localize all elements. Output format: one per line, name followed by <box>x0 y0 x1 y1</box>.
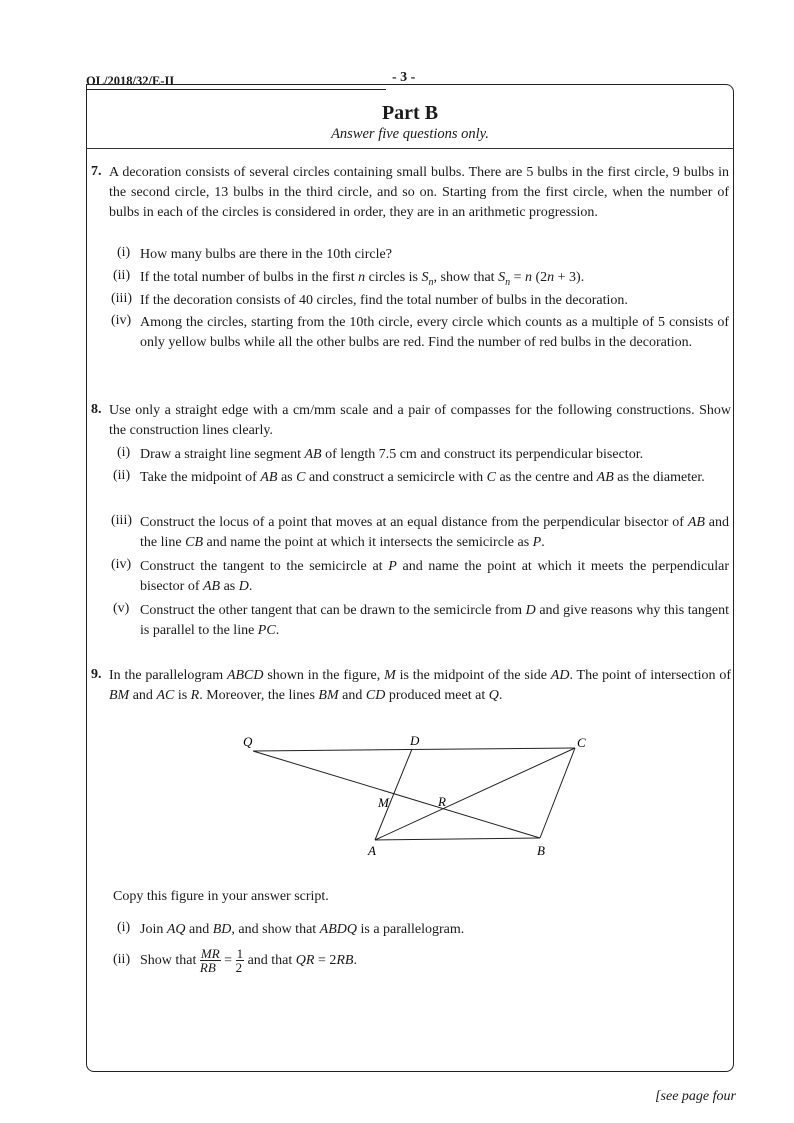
q7-number: 7. <box>91 164 102 179</box>
label-A: A <box>368 843 376 858</box>
q9-copy-instruction: Copy this figure in your answer script. <box>113 889 329 904</box>
q8-part-i: Draw a straight line segment AB of length 7.5 cm and construct its perpendicular bisector. <box>140 447 644 462</box>
fraction-numerator: 1 <box>236 946 244 962</box>
math-variable: R <box>190 688 200 703</box>
math-variable: CB <box>185 535 203 550</box>
math-variable: AQ <box>166 922 186 937</box>
math-variable: P <box>388 559 397 574</box>
math-subscript: n <box>428 276 434 288</box>
q7-part-label: (iii) <box>111 291 132 306</box>
q8-part-label: (iv) <box>111 557 132 572</box>
q8-part-v: Construct the other tangent that can be drawn to the semicircle from D and give reasons why this tangent is parallel to the line PC. <box>140 603 729 638</box>
math-variable: n <box>547 270 555 285</box>
math-variable: CD <box>365 688 386 703</box>
label-R: R <box>438 794 446 809</box>
q9-part-i: Join AQ and BD, and show that ABDQ is a parallelogram. <box>140 922 465 937</box>
q7-part-iii: If the decoration consists of 40 circles, find the total number of bulbs in the decoration. <box>140 293 628 308</box>
page-number: - 3 - <box>392 70 416 85</box>
math-variable: QR <box>295 953 315 968</box>
math-variable: AB <box>304 447 322 462</box>
q9-part-label: (ii) <box>113 952 131 967</box>
label-C: C <box>577 735 586 750</box>
math-variable: AC <box>156 688 175 703</box>
half-fraction <box>236 947 245 974</box>
q8-part-label: (iii) <box>111 513 132 528</box>
q8-part-label: (i) <box>117 445 131 460</box>
paper-code: OL/2018/32/E-II <box>86 74 175 88</box>
q7-part-label: (ii) <box>113 268 131 283</box>
ratio-fraction <box>200 947 221 974</box>
q8-part-label: (ii) <box>113 468 131 483</box>
q7-part-i: How many bulbs are there in the 10th circle? <box>140 247 392 262</box>
line-AB <box>375 838 540 840</box>
q8-number: 8. <box>91 402 102 417</box>
q8-part-label: (v) <box>113 601 130 616</box>
q8-part-iv: Construct the tangent to the semicircle at P and name the point at which it meets the perpendicular bisector of AB as D. <box>140 559 729 594</box>
math-variable: RB <box>336 953 354 968</box>
math-variable: AB <box>260 470 278 485</box>
math-variable: PC <box>257 623 276 638</box>
q9-stem: In the parallelogram ABCD shown in the figure, M is the midpoint of the side AD. The point of intersection of BM and AC is R. Moreover, the lines BM and CD produced meet at Q. <box>109 668 731 703</box>
fraction-denominator: RB <box>199 960 216 976</box>
math-variable: C <box>296 470 306 485</box>
q7-part-iv: Among the circles, starting from the 10th circle, every circle which counts as a multiple of 5 consists of only yellow bulbs while all the other bulbs are red. Find the number of red bulbs in the decoration. <box>140 315 729 350</box>
math-variable: Q <box>488 688 499 703</box>
math-variable: AD <box>550 668 570 683</box>
math-variable: BD <box>212 922 232 937</box>
q9-part-ii <box>140 944 729 978</box>
math-subscript: n <box>505 276 511 288</box>
q7-part-ii: If the total number of bulbs in the first n circles is $S_n$, show that $S_n = n$ (2n + 3). <box>140 270 585 288</box>
q7-stem: A decoration consists of several circles containing small bulbs. There are 5 bulbs in the first circle, 9 bulbs in the second circle, 13 bulbs in the third circle, and so on. Starting from the first circle, when the number of bulbs in each of the circles is considered in order, they are in an arithmetic progression. <box>109 165 729 220</box>
math-variable: AB <box>596 470 614 485</box>
math-variable: C <box>486 470 496 485</box>
math-variable: n <box>524 270 532 285</box>
fraction-numerator: MR <box>200 946 220 962</box>
math-variable: BM <box>109 688 130 703</box>
line-QB <box>253 751 540 838</box>
part-title: Part B <box>381 102 439 124</box>
q7-part-label: (iv) <box>111 313 132 328</box>
math-variable: ABCD <box>226 668 264 683</box>
label-D: D <box>410 733 420 748</box>
math-variable: AB <box>687 515 705 530</box>
math-variable: M <box>384 668 396 683</box>
math-variable: BM <box>318 688 339 703</box>
q9-number: 9. <box>91 667 102 682</box>
q7-part-label: (i) <box>117 245 131 260</box>
math-variable: D <box>525 603 536 618</box>
line-QC <box>253 748 575 751</box>
math-variable: S <box>421 270 429 285</box>
label-Q: Q <box>243 734 253 749</box>
math-variable: AB <box>202 579 221 594</box>
label-M: M <box>378 795 389 810</box>
q8-part-iii: Construct the locus of a point that moves at an equal distance from the perpendicular bisector of AB and the line CB and name the point at which it intersects the semicircle as P. <box>140 515 730 550</box>
q8-part-ii: Take the midpoint of AB as C and construct a semicircle with C as the centre and AB as the diameter. <box>140 470 705 485</box>
q9-part-label: (i) <box>117 920 131 935</box>
q9-part-ii-pre: Show that <box>140 953 197 968</box>
q9-part-ii-post: and that QR = 2RB. <box>247 953 357 968</box>
math-variable: P <box>532 535 542 550</box>
label-B: B <box>537 843 545 858</box>
math-variable: ABDQ <box>319 922 357 937</box>
q8-stem: Use only a straight edge with a cm/mm scale and a pair of compasses for the following constructions. Show the construction lines clearly. <box>109 403 731 438</box>
equals-sign: = <box>224 953 233 968</box>
instruction: Answer five questions only. <box>331 126 489 142</box>
math-variable: D <box>238 579 249 594</box>
math-variable: S <box>498 270 506 285</box>
math-variable: n <box>358 270 366 285</box>
footer-see-next-page: [see page four <box>655 1089 736 1104</box>
fraction-denominator: 2 <box>235 960 243 976</box>
